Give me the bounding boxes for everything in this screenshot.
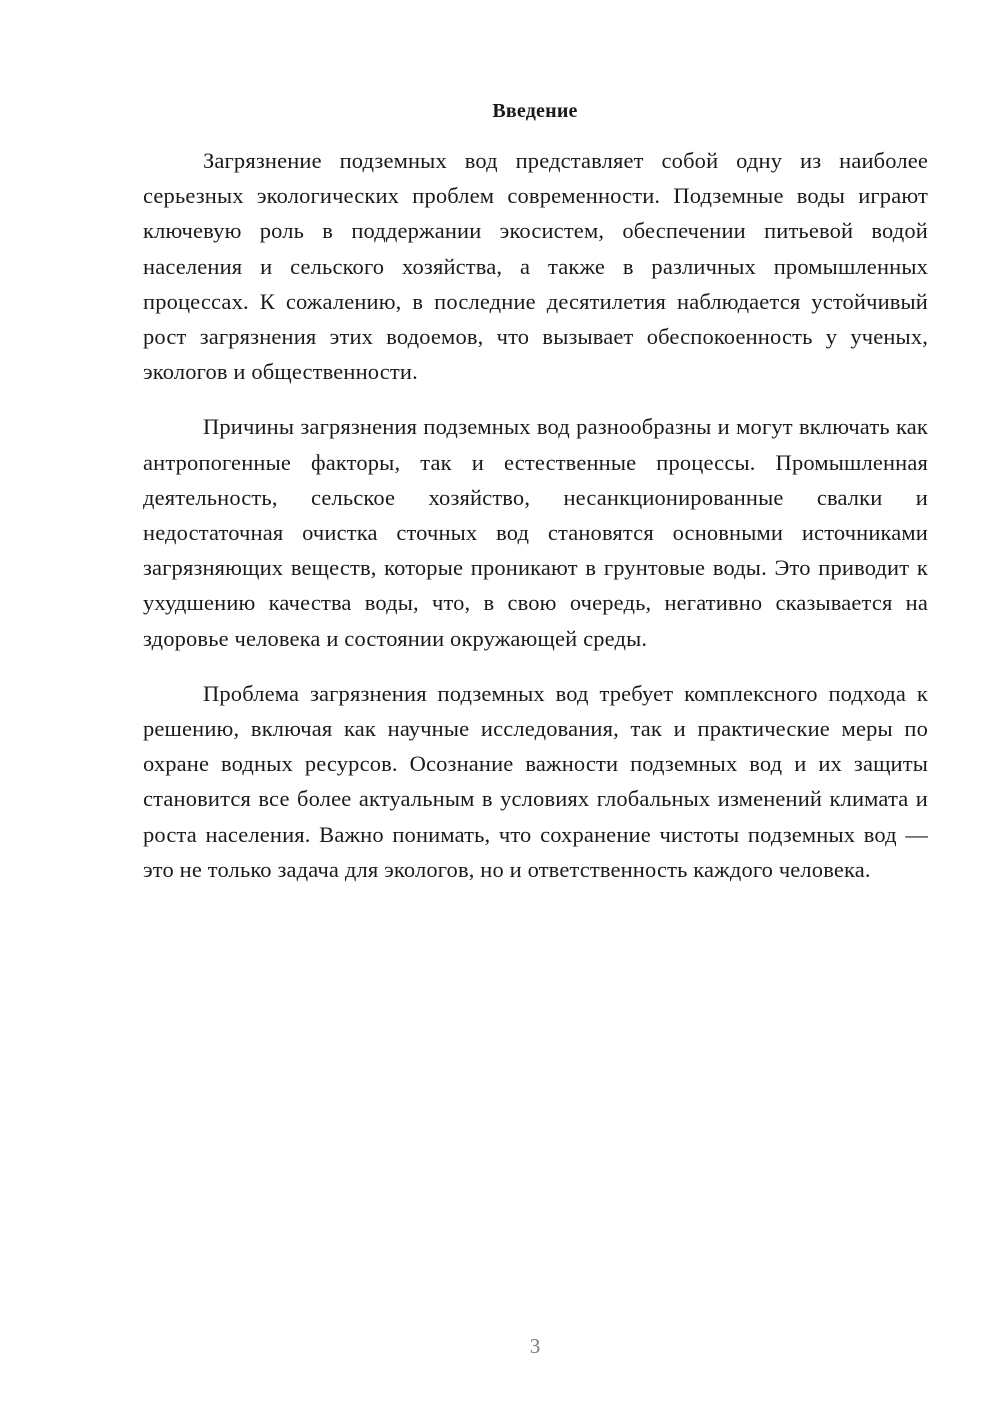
paragraph-2: Причины загрязнения подземных вод разнообразны и могут включать как антропогенные факторы, так и естественные процессы. Промышленная деятельность, сельское хозяйство, несанкционированные свалки и недостаточная очистка сточных вод становятся основными источниками загрязняющих веществ, которые проникают в грунтовые воды. Это приводит к ухудшению качества воды, что, в свою очередь, негативно сказывается на здоровье человека и состоянии окружающей среды. bbox=[143, 414, 928, 651]
paragraph-3: Проблема загрязнения подземных вод требует комплексного подхода к решению, включая как научные исследования, так и практические меры по охране водных ресурсов. Осознание важности подземных вод и их защиты становится все более актуальным в условиях глобальных изменений климата и роста населения. Важно понимать, что сохранение чистоты подземных вод — это не только задача для экологов, но и ответственность каждого человека. bbox=[143, 680, 928, 882]
document-body bbox=[143, 143, 928, 907]
section-heading: Введение bbox=[492, 100, 578, 122]
paragraph-1: Загрязнение подземных вод представляет собой одну из наиболее серьезных экологических проблем современности. Подземные воды играют ключевую роль в поддержании экосистем, обеспечении питьевой водой населения и сельского хозяйства, а также в различных промышленных процессах. К сожалению, в последние десятилетия наблюдается устойчивый рост загрязнения этих водоемов, что вызывает обеспокоенность у ученых, экологов и общественности. bbox=[143, 148, 928, 385]
page-number: 3 bbox=[529, 1334, 541, 1358]
